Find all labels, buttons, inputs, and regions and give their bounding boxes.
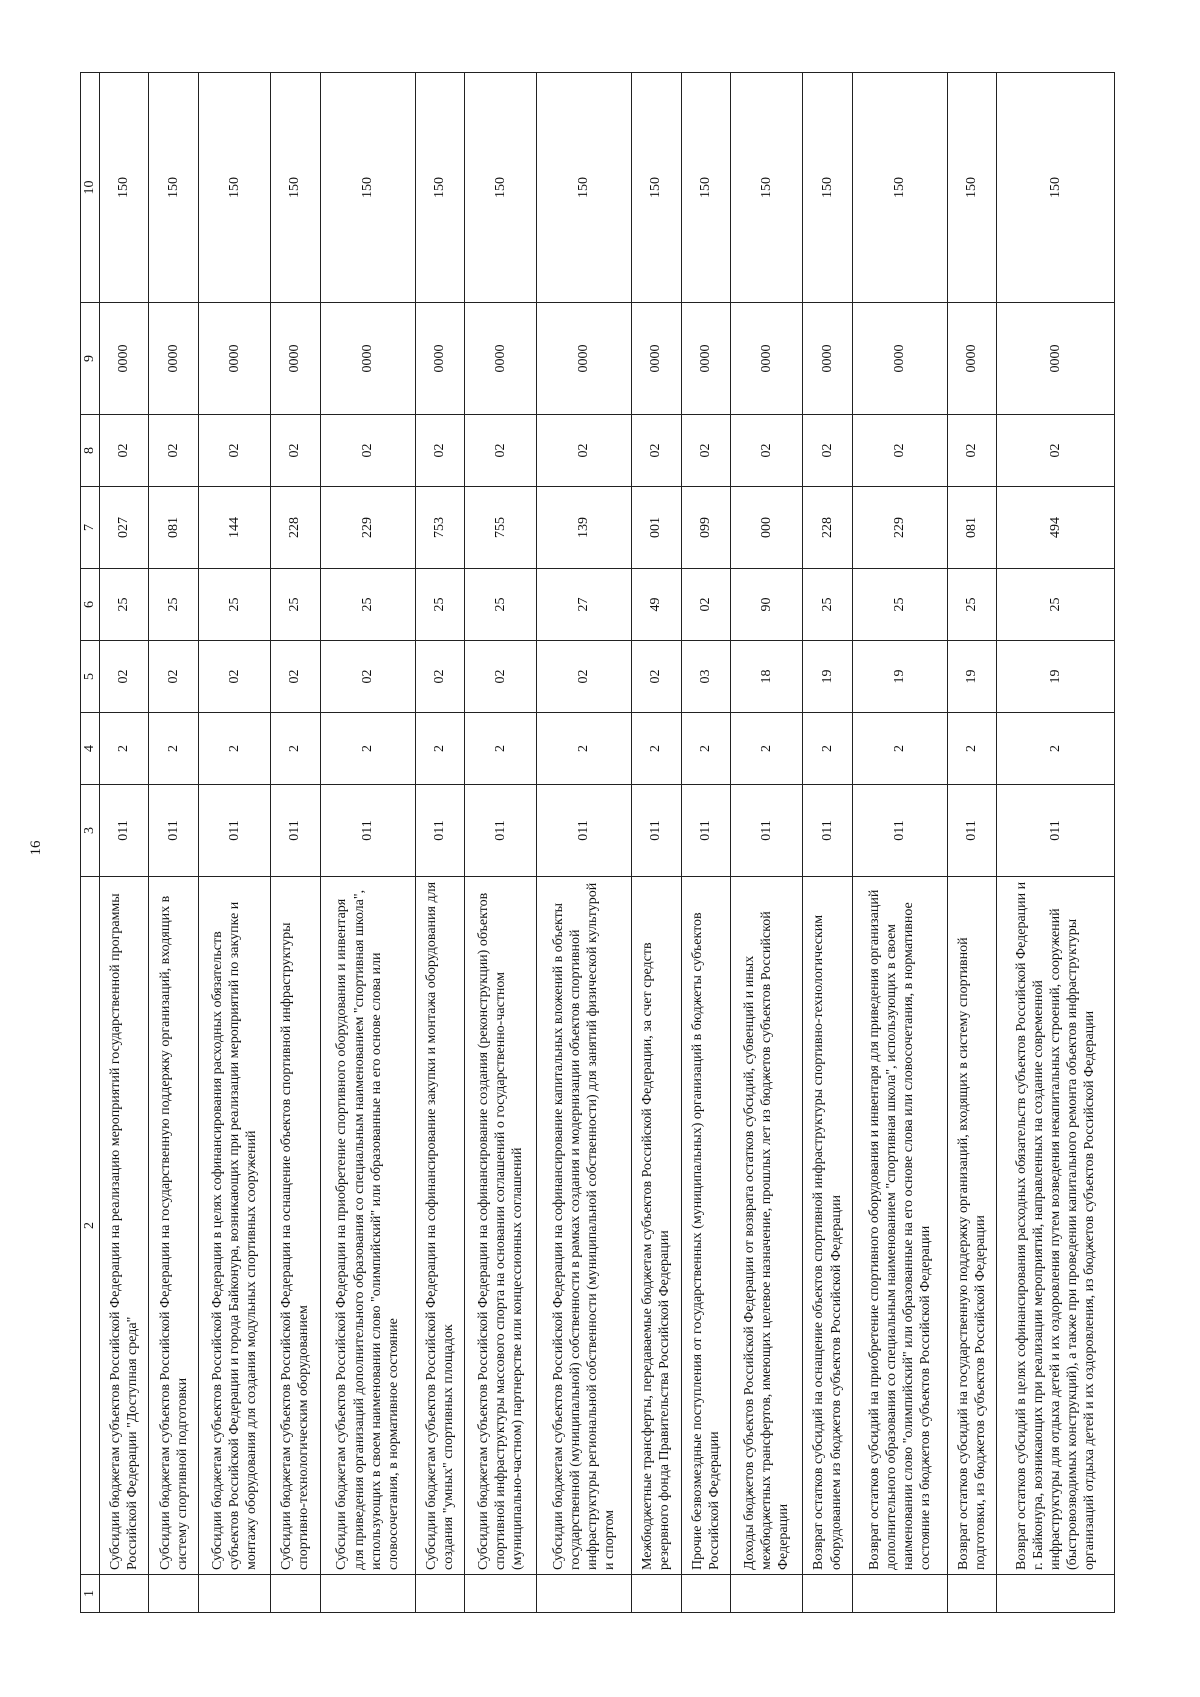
code-cell-c8: 02 (271, 415, 320, 487)
code-cell-c4: 2 (681, 713, 730, 785)
code-cell-c6: 25 (415, 569, 464, 641)
table-row (681, 73, 730, 1613)
code-cell-c9: 0000 (198, 303, 270, 415)
code-cell-c4: 2 (947, 713, 996, 785)
code-cell-c5: 19 (852, 641, 947, 713)
row-index-cell (465, 1575, 537, 1613)
code-cell-c3: 011 (100, 785, 149, 877)
code-cell-c10: 150 (803, 73, 852, 303)
code-cell-c6: 25 (852, 569, 947, 641)
table-row (852, 73, 947, 1613)
rotated-table-container (80, 73, 1115, 1613)
code-cell-c6: 25 (465, 569, 537, 641)
code-cell-c4: 2 (271, 713, 320, 785)
row-description: Возврат остатков субсидий в целях софинансирования расходных обязательств субъектов Российской Федерации и г. Байконура, возникающих при реализации мероприятий, направленных на создание современной инфраструктуры для отдыха детей и их оздоровления путем возведения некапитальных строений, сооружений (быстровозводимых конструкций), а также при проведении капитального ремонта объектов инфраструктуры организаций отдыха детей и их оздоровления, из бюджетов субъектов Российской Федерации (997, 877, 1115, 1575)
code-cell-c4: 2 (731, 713, 803, 785)
code-cell-c6: 25 (997, 569, 1115, 641)
row-index-cell (320, 1575, 415, 1613)
code-cell-c8: 02 (149, 415, 198, 487)
table-row (947, 73, 996, 1613)
header-cell: 4 (81, 713, 100, 785)
code-cell-c8: 02 (947, 415, 996, 487)
code-cell-c9: 0000 (100, 303, 149, 415)
table-row (537, 73, 632, 1613)
code-cell-c6: 25 (803, 569, 852, 641)
code-cell-c4: 2 (465, 713, 537, 785)
code-cell-c4: 2 (997, 713, 1115, 785)
code-cell-c5: 19 (947, 641, 996, 713)
code-cell-c5: 02 (320, 641, 415, 713)
code-cell-c10: 150 (100, 73, 149, 303)
code-cell-c3: 011 (415, 785, 464, 877)
row-description: Возврат остатков субсидий на государственную поддержку организаций, входящих в систему спортивной подготовки, из бюджетов субъектов Российской Федерации (947, 877, 996, 1575)
code-cell-c9: 0000 (271, 303, 320, 415)
code-cell-c4: 2 (100, 713, 149, 785)
row-description: Субсидии бюджетам субъектов Российской Федерации на реализацию мероприятий государственной программы Российской Федерации "Доступная среда" (100, 877, 149, 1575)
budget-codes-table-frame (80, 73, 1115, 1613)
code-cell-c5: 19 (803, 641, 852, 713)
header-cell: 6 (81, 569, 100, 641)
row-description: Возврат остатков субсидий на оснащение объектов спортивной инфраструктуры спортивно-технологическим оборудованием из бюджетов субъектов Российской Федерации (803, 877, 852, 1575)
code-cell-c9: 0000 (731, 303, 803, 415)
header-cell: 9 (81, 303, 100, 415)
code-cell-c5: 19 (997, 641, 1115, 713)
row-index-cell (271, 1575, 320, 1613)
table-row (100, 73, 149, 1613)
code-cell-c10: 150 (320, 73, 415, 303)
code-cell-c7: 001 (632, 487, 681, 569)
code-cell-c5: 02 (149, 641, 198, 713)
code-cell-c10: 150 (852, 73, 947, 303)
code-cell-c6: 90 (731, 569, 803, 641)
header-cell: 8 (81, 415, 100, 487)
code-cell-c4: 2 (632, 713, 681, 785)
code-cell-c10: 150 (681, 73, 730, 303)
code-cell-c6: 25 (100, 569, 149, 641)
code-cell-c10: 150 (947, 73, 996, 303)
budget-codes-table (80, 72, 1115, 1613)
table-row (465, 73, 537, 1613)
code-cell-c6: 49 (632, 569, 681, 641)
code-cell-c3: 011 (681, 785, 730, 877)
code-cell-c9: 0000 (415, 303, 464, 415)
header-cell: 1 (81, 1575, 100, 1613)
code-cell-c4: 2 (537, 713, 632, 785)
code-cell-c5: 02 (198, 641, 270, 713)
row-index-cell (149, 1575, 198, 1613)
code-cell-c3: 011 (632, 785, 681, 877)
code-cell-c5: 02 (465, 641, 537, 713)
code-cell-c5: 02 (632, 641, 681, 713)
code-cell-c7: 755 (465, 487, 537, 569)
code-cell-c5: 02 (537, 641, 632, 713)
code-cell-c10: 150 (271, 73, 320, 303)
table-row (198, 73, 270, 1613)
code-cell-c7: 229 (852, 487, 947, 569)
row-index-cell (198, 1575, 270, 1613)
code-cell-c8: 02 (537, 415, 632, 487)
row-description: Межбюджетные трансферты, передаваемые бюджетам субъектов Российской Федерации, за счет средств резервного фонда Правительства Российской Федерации (632, 877, 681, 1575)
header-row (81, 73, 100, 1613)
code-cell-c4: 2 (803, 713, 852, 785)
row-description: Субсидии бюджетам субъектов Российской Федерации на софинансирование капитальных вложений в объекты государственной (муниципальной) собственности в рамках создания и модернизации объектов спортивной инфраструктуры региональной собственности (муниципальной собственности) для занятий физической культурой и спортом (537, 877, 632, 1575)
code-cell-c3: 011 (731, 785, 803, 877)
code-cell-c7: 099 (681, 487, 730, 569)
code-cell-c4: 2 (415, 713, 464, 785)
code-cell-c8: 02 (320, 415, 415, 487)
code-cell-c5: 02 (271, 641, 320, 713)
code-cell-c8: 02 (731, 415, 803, 487)
table-body (100, 73, 1115, 1613)
code-cell-c5: 02 (415, 641, 464, 713)
code-cell-c4: 2 (198, 713, 270, 785)
code-cell-c10: 150 (198, 73, 270, 303)
row-description: Доходы бюджетов субъектов Российской Федерации от возврата остатков субсидий, субвенций и иных межбюджетных трансфертов, имеющих целевое назначение, прошлых лет из бюджетов субъектов Российской Федерации (731, 877, 803, 1575)
code-cell-c9: 0000 (947, 303, 996, 415)
code-cell-c6: 25 (149, 569, 198, 641)
row-index-cell (415, 1575, 464, 1613)
code-cell-c7: 144 (198, 487, 270, 569)
row-index-cell (681, 1575, 730, 1613)
row-description: Субсидии бюджетам субъектов Российской Федерации на софинансирование закупки и монтажа оборудования для создания "умных" спортивных площадок (415, 877, 464, 1575)
row-index-cell (731, 1575, 803, 1613)
header-cell: 5 (81, 641, 100, 713)
code-cell-c8: 02 (465, 415, 537, 487)
row-index-cell (632, 1575, 681, 1613)
code-cell-c8: 02 (100, 415, 149, 487)
code-cell-c3: 011 (997, 785, 1115, 877)
row-description: Субсидии бюджетам субъектов Российской Федерации на государственную поддержку организаций, входящих в систему спортивной подготовки (149, 877, 198, 1575)
code-cell-c8: 02 (852, 415, 947, 487)
code-cell-c3: 011 (465, 785, 537, 877)
code-cell-c7: 494 (997, 487, 1115, 569)
code-cell-c3: 011 (198, 785, 270, 877)
code-cell-c10: 150 (731, 73, 803, 303)
code-cell-c3: 011 (537, 785, 632, 877)
row-description: Субсидии бюджетам субъектов Российской Федерации на приобретение спортивного оборудования и инвентаря для приведения организаций дополнительного образования со специальным наименованием "спортивная школа", использующих в своем наименовании слово "олимпийский" или образованные на его основе слова или словосочетания, в нормативное состояние (320, 877, 415, 1575)
code-cell-c7: 027 (100, 487, 149, 569)
code-cell-c5: 03 (681, 641, 730, 713)
code-cell-c4: 2 (320, 713, 415, 785)
row-index-cell (947, 1575, 996, 1613)
code-cell-c9: 0000 (537, 303, 632, 415)
code-cell-c3: 011 (149, 785, 198, 877)
code-cell-c9: 0000 (465, 303, 537, 415)
code-cell-c7: 228 (803, 487, 852, 569)
code-cell-c8: 02 (632, 415, 681, 487)
code-cell-c5: 02 (100, 641, 149, 713)
code-cell-c6: 25 (320, 569, 415, 641)
page-number: 16 (28, 840, 44, 856)
code-cell-c8: 02 (415, 415, 464, 487)
code-cell-c7: 081 (947, 487, 996, 569)
code-cell-c7: 081 (149, 487, 198, 569)
row-index-cell (997, 1575, 1115, 1613)
row-index-cell (852, 1575, 947, 1613)
code-cell-c7: 139 (537, 487, 632, 569)
code-cell-c7: 229 (320, 487, 415, 569)
code-cell-c10: 150 (415, 73, 464, 303)
table-row (803, 73, 852, 1613)
row-description: Прочие безвозмездные поступления от государственных (муниципальных) организаций в бюджеты субъектов Российской Федерации (681, 877, 730, 1575)
code-cell-c7: 228 (271, 487, 320, 569)
code-cell-c4: 2 (852, 713, 947, 785)
code-cell-c6: 25 (947, 569, 996, 641)
code-cell-c9: 0000 (803, 303, 852, 415)
code-cell-c10: 150 (632, 73, 681, 303)
code-cell-c3: 011 (852, 785, 947, 877)
header-cell: 2 (81, 877, 100, 1575)
code-cell-c6: 25 (198, 569, 270, 641)
code-cell-c9: 0000 (149, 303, 198, 415)
code-cell-c3: 011 (271, 785, 320, 877)
row-description: Субсидии бюджетам субъектов Российской Федерации в целях софинансирования расходных обязательств субъектов Российской Федерации и города Байконура, возникающих при реализации мероприятий по закупке и монтажу оборудования для создания модульных спортивных сооружений (198, 877, 270, 1575)
code-cell-c3: 011 (803, 785, 852, 877)
table-row (320, 73, 415, 1613)
code-cell-c8: 02 (198, 415, 270, 487)
code-cell-c10: 150 (537, 73, 632, 303)
code-cell-c9: 0000 (632, 303, 681, 415)
code-cell-c3: 011 (320, 785, 415, 877)
code-cell-c9: 0000 (852, 303, 947, 415)
code-cell-c9: 0000 (997, 303, 1115, 415)
code-cell-c4: 2 (149, 713, 198, 785)
table-row (271, 73, 320, 1613)
code-cell-c7: 753 (415, 487, 464, 569)
code-cell-c8: 02 (997, 415, 1115, 487)
table-row (997, 73, 1115, 1613)
code-cell-c10: 150 (465, 73, 537, 303)
table-row (415, 73, 464, 1613)
code-cell-c7: 000 (731, 487, 803, 569)
header-cell: 3 (81, 785, 100, 877)
code-cell-c3: 011 (947, 785, 996, 877)
code-cell-c9: 0000 (320, 303, 415, 415)
code-cell-c6: 25 (271, 569, 320, 641)
code-cell-c9: 0000 (681, 303, 730, 415)
code-cell-c5: 18 (731, 641, 803, 713)
code-cell-c8: 02 (681, 415, 730, 487)
code-cell-c10: 150 (149, 73, 198, 303)
code-cell-c8: 02 (803, 415, 852, 487)
header-cell: 10 (81, 73, 100, 303)
row-description: Субсидии бюджетам субъектов Российской Федерации на софинансирование создания (реконструкции) объектов спортивной инфраструктуры массового спорта на основании соглашений о государственно-частном (муниципально-частном) партнерстве или концессионных соглашений (465, 877, 537, 1575)
row-index-cell (803, 1575, 852, 1613)
code-cell-c10: 150 (997, 73, 1115, 303)
row-index-cell (100, 1575, 149, 1613)
row-description: Возврат остатков субсидий на приобретение спортивного оборудования и инвентаря для приведения организаций дополнительного образования со специальным наименованием "спортивная школа", использующих в своем наименовании слово "олимпийский" или образованные на его основе слова или словосочетания, в нормативное состояние из бюджетов субъектов Российской Федерации (852, 877, 947, 1575)
table-row (731, 73, 803, 1613)
code-cell-c6: 27 (537, 569, 632, 641)
code-cell-c6: 02 (681, 569, 730, 641)
table-row (149, 73, 198, 1613)
row-description: Субсидии бюджетам субъектов Российской Федерации на оснащение объектов спортивной инфраструктуры спортивно-технологическим оборудованием (271, 877, 320, 1575)
header-cell: 7 (81, 487, 100, 569)
table-row (632, 73, 681, 1613)
row-index-cell (537, 1575, 632, 1613)
